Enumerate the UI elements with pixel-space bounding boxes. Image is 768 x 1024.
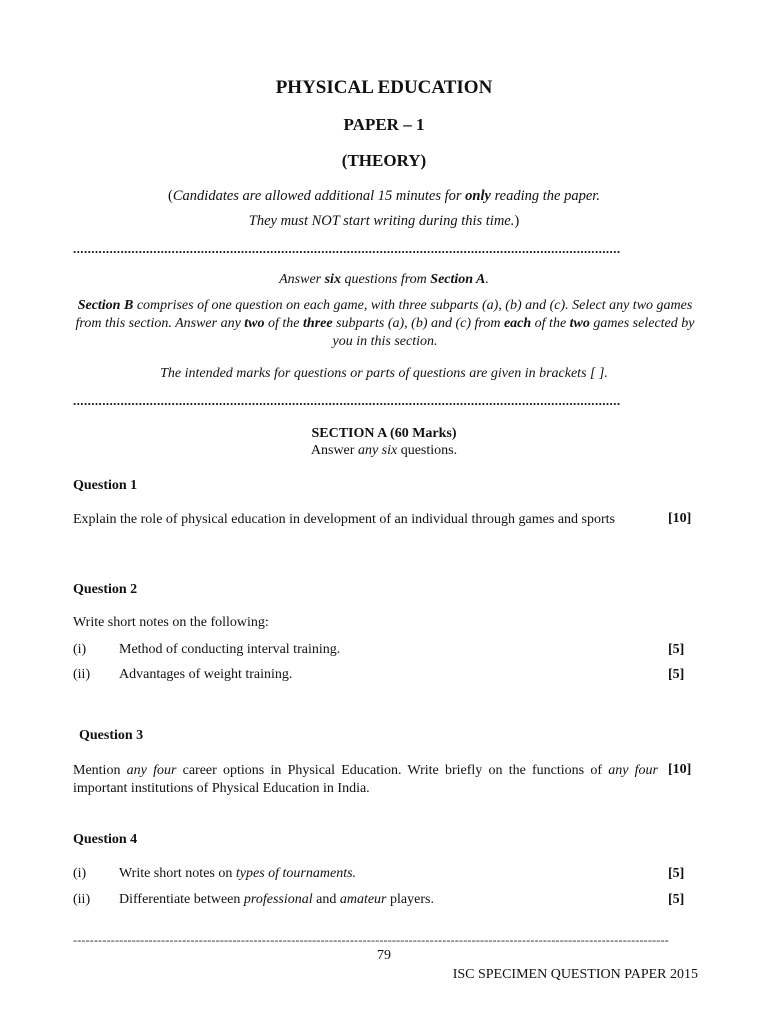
reading-time-note: (Candidates are allowed additional 15 minutes for only reading the paper.: [168, 188, 600, 204]
paper-number: PAPER – 1: [343, 115, 425, 134]
question-3-marks: [10]: [668, 762, 692, 777]
separator-dots: ......................................................................................................................................................: [73, 242, 621, 256]
instruction-section-b: Section B comprises of one question on each game, with three subparts (a), (b) and (c). Select any two games from this section. Answer any two of the three subparts (a), (b) and (c) from each of the two games selected by you in this section.: [75, 298, 695, 349]
question-1-heading: Question 1: [73, 478, 138, 493]
footer-separator: ----------------------------------------------------------------------------------------------------------------------------------------------: [73, 934, 669, 946]
question-2-item-1-number: (i): [73, 642, 87, 657]
page-number: 79: [377, 948, 391, 963]
question-4-item-1-marks: [5]: [668, 866, 685, 881]
instruction-marks-note: The intended marks for questions or parts of questions are given in brackets [ ].: [160, 366, 608, 381]
footer-paper-name: ISC SPECIMEN QUESTION PAPER 2015: [452, 967, 698, 982]
separator-dots-2: ......................................................................................................................................................: [73, 394, 621, 408]
question-4-item-1-text: Write short notes on types of tournaments.: [119, 866, 357, 881]
section-a-heading: SECTION A (60 Marks): [311, 426, 457, 441]
question-3-heading: Question 3: [79, 728, 144, 743]
question-2-item-1-text: Method of conducting interval training.: [119, 642, 341, 657]
question-4-item-1-number: (i): [73, 866, 87, 881]
question-1-text: Explain the role of physical education in development of an individual through games and sports: [73, 512, 615, 527]
question-3-text: Mention any four career options in Physical Education. Write briefly on the functions of any four important institutions of Physical Education in India.: [73, 763, 658, 796]
page-title: PHYSICAL EDUCATION: [275, 77, 493, 98]
question-4-item-2-number: (ii): [73, 892, 91, 907]
question-4-heading: Question 4: [73, 832, 138, 847]
question-4-item-2-marks: [5]: [668, 892, 685, 907]
no-writing-note: They must NOT start writing during this time.): [248, 213, 520, 229]
paper-type: (THEORY): [341, 151, 427, 170]
question-4-item-2-text: Differentiate between professional and amateur players.: [119, 892, 434, 907]
question-2-item-1-marks: [5]: [668, 642, 685, 657]
question-1-marks: [10]: [668, 511, 692, 526]
question-2-item-2-text: Advantages of weight training.: [119, 667, 293, 682]
instruction-answer-six: Answer six questions from Section A.: [279, 272, 489, 287]
section-a-instruction: Answer any six questions.: [310, 443, 458, 458]
question-2-heading: Question 2: [73, 582, 138, 597]
question-2-intro: Write short notes on the following:: [73, 615, 269, 630]
question-2-item-2-number: (ii): [73, 667, 91, 682]
question-2-item-2-marks: [5]: [668, 667, 685, 682]
